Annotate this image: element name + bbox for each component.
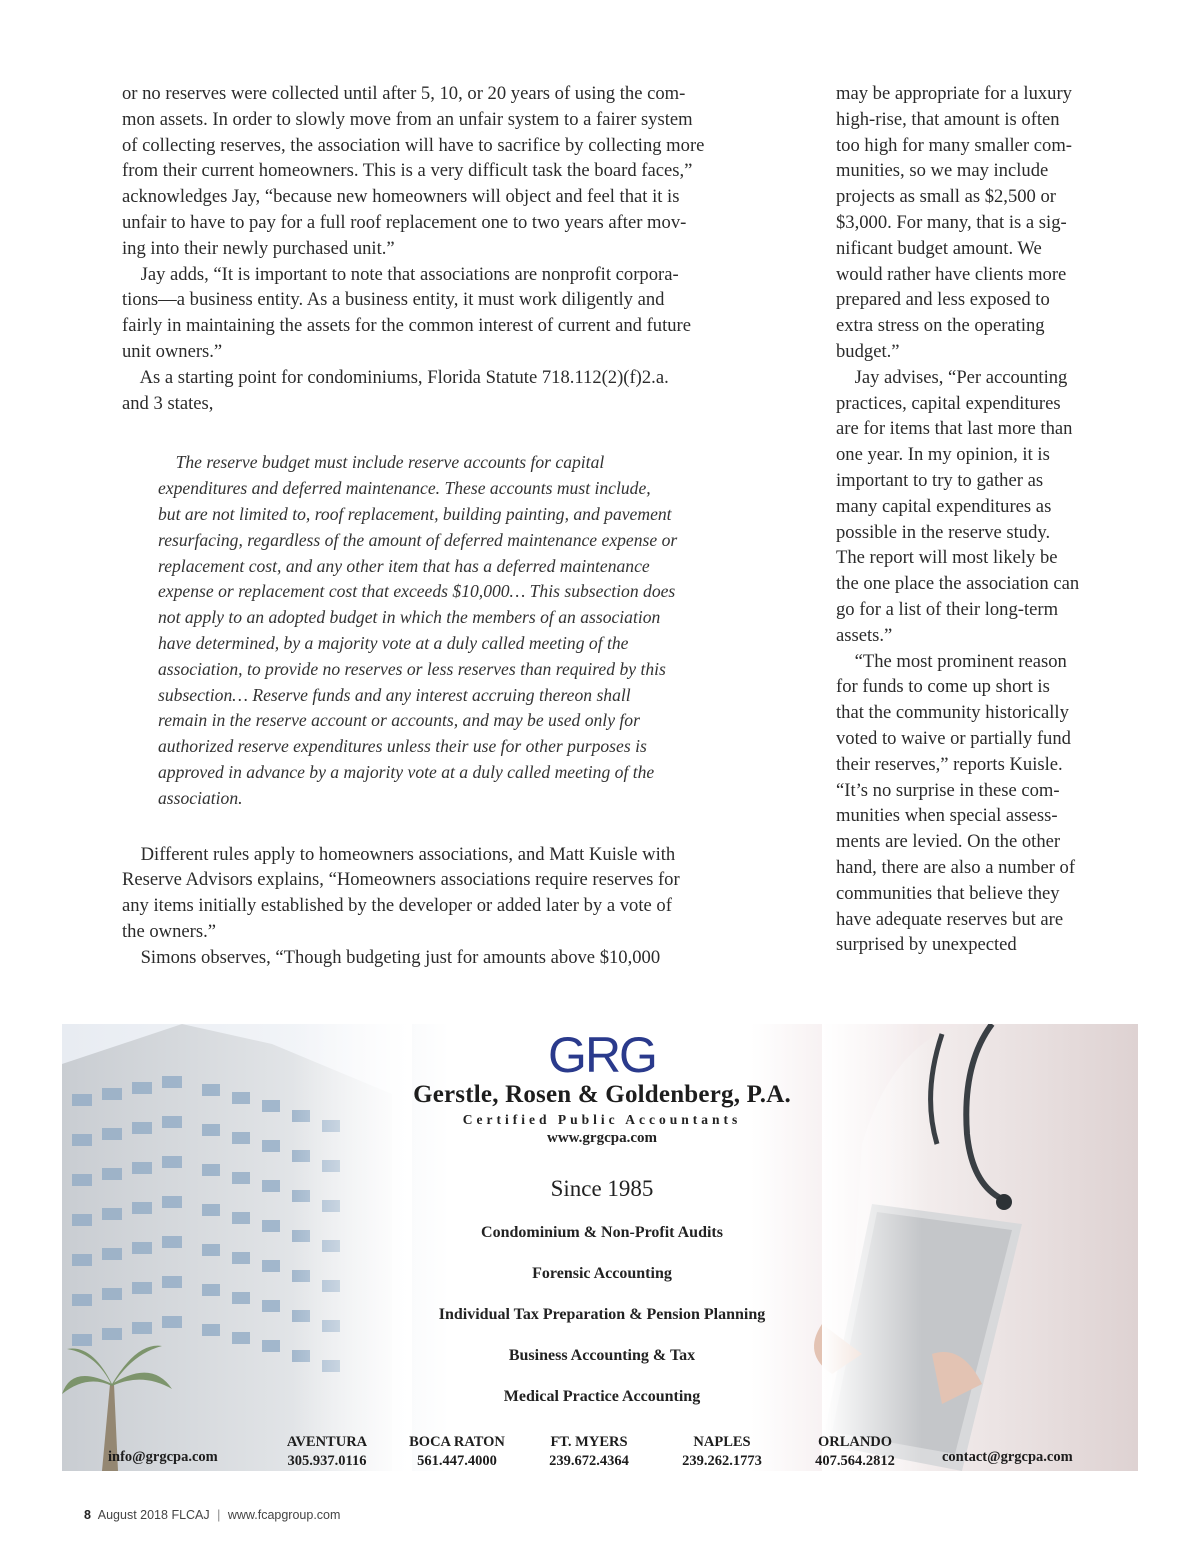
text-line: from their current homeowners. This is a very difficult task the board faces,” bbox=[122, 160, 693, 182]
text-line: “The most prominent reason bbox=[836, 650, 1067, 672]
text-line: surprised by unexpected bbox=[836, 934, 1017, 956]
text-line: are for items that last more than bbox=[836, 418, 1073, 440]
left-paragraphs bbox=[122, 81, 770, 416]
text-line: Jay adds, “It is important to note that associations are nonprofit corpora- bbox=[122, 263, 679, 285]
office-city: FT. MYERS bbox=[550, 1434, 628, 1450]
page-footer bbox=[84, 1508, 340, 1522]
text-line: important to try to gather as bbox=[836, 469, 1044, 491]
quote-line: replacement cost, and any other item that has a deferred maintenance bbox=[158, 555, 650, 576]
quote-line: approved in advance by a majority vote at a duly called meeting of the bbox=[158, 761, 655, 782]
text-line: voted to waive or partially fund bbox=[836, 727, 1071, 749]
quote-line: subsection… Reserve funds and any interest accruing thereon shall bbox=[158, 684, 631, 705]
quote-line: expenditures and deferred maintenance. These accounts must include, bbox=[158, 478, 651, 499]
text-line: too high for many smaller com- bbox=[836, 134, 1072, 156]
text-line: Jay advises, “Per accounting bbox=[836, 366, 1068, 388]
text-line: fairly in maintaining the assets for the common interest of current and future bbox=[122, 315, 691, 337]
text-line: would rather have clients more bbox=[836, 263, 1067, 285]
text-line: projects as small as $2,500 or bbox=[836, 186, 1056, 208]
quote-line: but are not limited to, roof replacement, building painting, and pavement bbox=[158, 503, 672, 524]
article-left-column bbox=[122, 81, 770, 971]
since-year: Since 1985 bbox=[550, 1176, 654, 1201]
text-line: many capital expenditures as bbox=[836, 495, 1052, 517]
text-line: The report will most likely be bbox=[836, 547, 1058, 569]
email-right-link[interactable]: contact@grgcpa.com bbox=[942, 1449, 1073, 1465]
text-line: Different rules apply to homeowners associations, and Matt Kuisle with bbox=[122, 843, 676, 865]
office-orlando bbox=[790, 1434, 920, 1471]
quote-line: remain in the reserve account or accounts, and may be used only for bbox=[158, 710, 640, 731]
text-line: the owners.” bbox=[122, 920, 216, 942]
text-line: that the community historically bbox=[836, 702, 1069, 724]
office-phone[interactable]: 305.937.0116 bbox=[287, 1453, 367, 1469]
text-line: one year. In my opinion, it is bbox=[836, 444, 1050, 466]
office-aventura bbox=[262, 1434, 392, 1471]
text-line: munities when special assess- bbox=[836, 805, 1058, 827]
text-line: go for a list of their long-term bbox=[836, 598, 1059, 620]
text-line: Simons observes, “Though budgeting just for amounts above $10,000 bbox=[122, 946, 661, 968]
text-line: prepared and less exposed to bbox=[836, 289, 1050, 311]
firm-website-link[interactable]: www.grgcpa.com bbox=[547, 1130, 657, 1146]
text-line: the one place the association can bbox=[836, 573, 1080, 595]
quote-line: not apply to an adopted budget in which the members of an association bbox=[158, 607, 661, 628]
office-phone[interactable]: 239.262.1773 bbox=[682, 1453, 762, 1469]
footer-website-link[interactable]: www.fcapgroup.com bbox=[227, 1508, 341, 1522]
office-city: BOCA RATON bbox=[409, 1434, 505, 1450]
text-line: “It’s no surprise in these com- bbox=[836, 779, 1060, 801]
text-line: Reserve Advisors explains, “Homeowners associations require reserves for bbox=[122, 869, 680, 891]
service-item: Individual Tax Preparation & Pension Planning bbox=[438, 1306, 766, 1323]
footer-separator: | bbox=[217, 1508, 221, 1522]
text-line: budget.” bbox=[836, 340, 900, 362]
text-line: acknowledges Jay, “because new homeowners will object and feel that it is bbox=[122, 186, 680, 208]
text-line: and 3 states, bbox=[122, 392, 214, 414]
text-line: As a starting point for condominiums, Florida Statute 718.112(2)(f)2.a. bbox=[122, 366, 669, 388]
office-city: AVENTURA bbox=[286, 1434, 368, 1450]
article-right-column bbox=[836, 81, 1126, 958]
grg-advertisement[interactable] bbox=[62, 1024, 1138, 1471]
text-line: any items initially established by the developer or added later by a vote of bbox=[122, 895, 672, 917]
office-city: NAPLES bbox=[693, 1434, 751, 1450]
service-item: Business Accounting & Tax bbox=[508, 1347, 696, 1364]
text-line: assets.” bbox=[836, 624, 893, 646]
text-line: mon assets. In order to slowly move from an unfair system to a fairer system bbox=[122, 108, 693, 130]
text-line: extra stress on the operating bbox=[836, 315, 1045, 337]
office-ft-myers bbox=[524, 1434, 654, 1471]
text-line: $3,000. For many, that is a sig- bbox=[836, 211, 1067, 233]
text-line: unfair to have to pay for a full roof replacement one to two years after mov- bbox=[122, 211, 687, 233]
office-phone[interactable]: 561.447.4000 bbox=[417, 1453, 497, 1469]
building-illustration bbox=[62, 1024, 412, 1471]
text-line: nificant budget amount. We bbox=[836, 237, 1042, 259]
firm-subtitle: Certified Public Accountants bbox=[462, 1112, 742, 1127]
quote-line: association. bbox=[158, 787, 243, 808]
text-line: possible in the reserve study. bbox=[836, 521, 1051, 543]
text-line: unit owners.” bbox=[122, 340, 223, 362]
firm-name: Gerstle, Rosen & Goldenberg, P.A. bbox=[413, 1081, 791, 1108]
issue-date: August 2018 bbox=[97, 1508, 168, 1522]
text-line: have adequate reserves but are bbox=[836, 908, 1064, 930]
text-line: ments are levied. On the other bbox=[836, 831, 1061, 853]
service-item: Medical Practice Accounting bbox=[503, 1388, 701, 1405]
text-line: or no reserves were collected until after 5, 10, or 20 years of using the com- bbox=[122, 83, 686, 104]
service-item: Forensic Accounting bbox=[532, 1265, 672, 1282]
text-line: munities, so we may include bbox=[836, 160, 1049, 182]
publication-name: FLCAJ bbox=[171, 1508, 210, 1522]
text-line: communities that believe they bbox=[836, 882, 1060, 904]
text-line: practices, capital expenditures bbox=[836, 392, 1061, 414]
grg-logo bbox=[527, 1030, 677, 1080]
text-line: hand, there are also a number of bbox=[836, 856, 1076, 878]
quote-line: have determined, by a majority vote at a duly called meeting of the bbox=[158, 632, 629, 653]
quote-line: The reserve budget must include reserve accounts for capital bbox=[158, 452, 605, 473]
page-number: 8 bbox=[84, 1508, 91, 1522]
office-naples bbox=[657, 1434, 787, 1471]
left-paragraphs-after bbox=[122, 842, 770, 971]
ad-content bbox=[362, 1024, 842, 1471]
text-line: their reserves,” reports Kuisle. bbox=[836, 753, 1063, 775]
ad-contact-bar bbox=[62, 1434, 1138, 1471]
statute-blockquote bbox=[158, 450, 770, 811]
text-line: of collecting reserves, the association will have to sacrifice by collecting more bbox=[122, 134, 705, 156]
office-city: ORLANDO bbox=[817, 1434, 893, 1450]
services-list bbox=[362, 1224, 842, 1429]
doctor-illustration bbox=[814, 1024, 1138, 1471]
quote-line: authorized reserve expenditures unless their use for other purposes is bbox=[158, 736, 647, 757]
quote-line: resurfacing, regardless of the amount of deferred maintenance expense or bbox=[158, 529, 678, 550]
text-line: may be appropriate for a luxury bbox=[836, 83, 1072, 104]
svg-text:GRG: GRG bbox=[548, 1030, 656, 1080]
quote-line: association, to provide no reserves or less reserves than required by this bbox=[158, 658, 666, 679]
text-line: ing into their newly purchased unit.” bbox=[122, 237, 395, 259]
quote-line: expense or replacement cost that exceeds $10,000… This subsection does bbox=[158, 581, 676, 602]
text-line: high-rise, that amount is often bbox=[836, 108, 1060, 130]
office-boca-raton bbox=[392, 1434, 522, 1471]
office-phone[interactable]: 407.564.2812 bbox=[815, 1453, 895, 1469]
service-item: Condominium & Non-Profit Audits bbox=[481, 1224, 723, 1241]
text-line: for funds to come up short is bbox=[836, 676, 1050, 698]
email-left-link[interactable]: info@grgcpa.com bbox=[108, 1449, 218, 1465]
text-line: tions—a business entity. As a business entity, it must work diligently and bbox=[122, 289, 665, 311]
office-phone[interactable]: 239.672.4364 bbox=[549, 1453, 629, 1469]
